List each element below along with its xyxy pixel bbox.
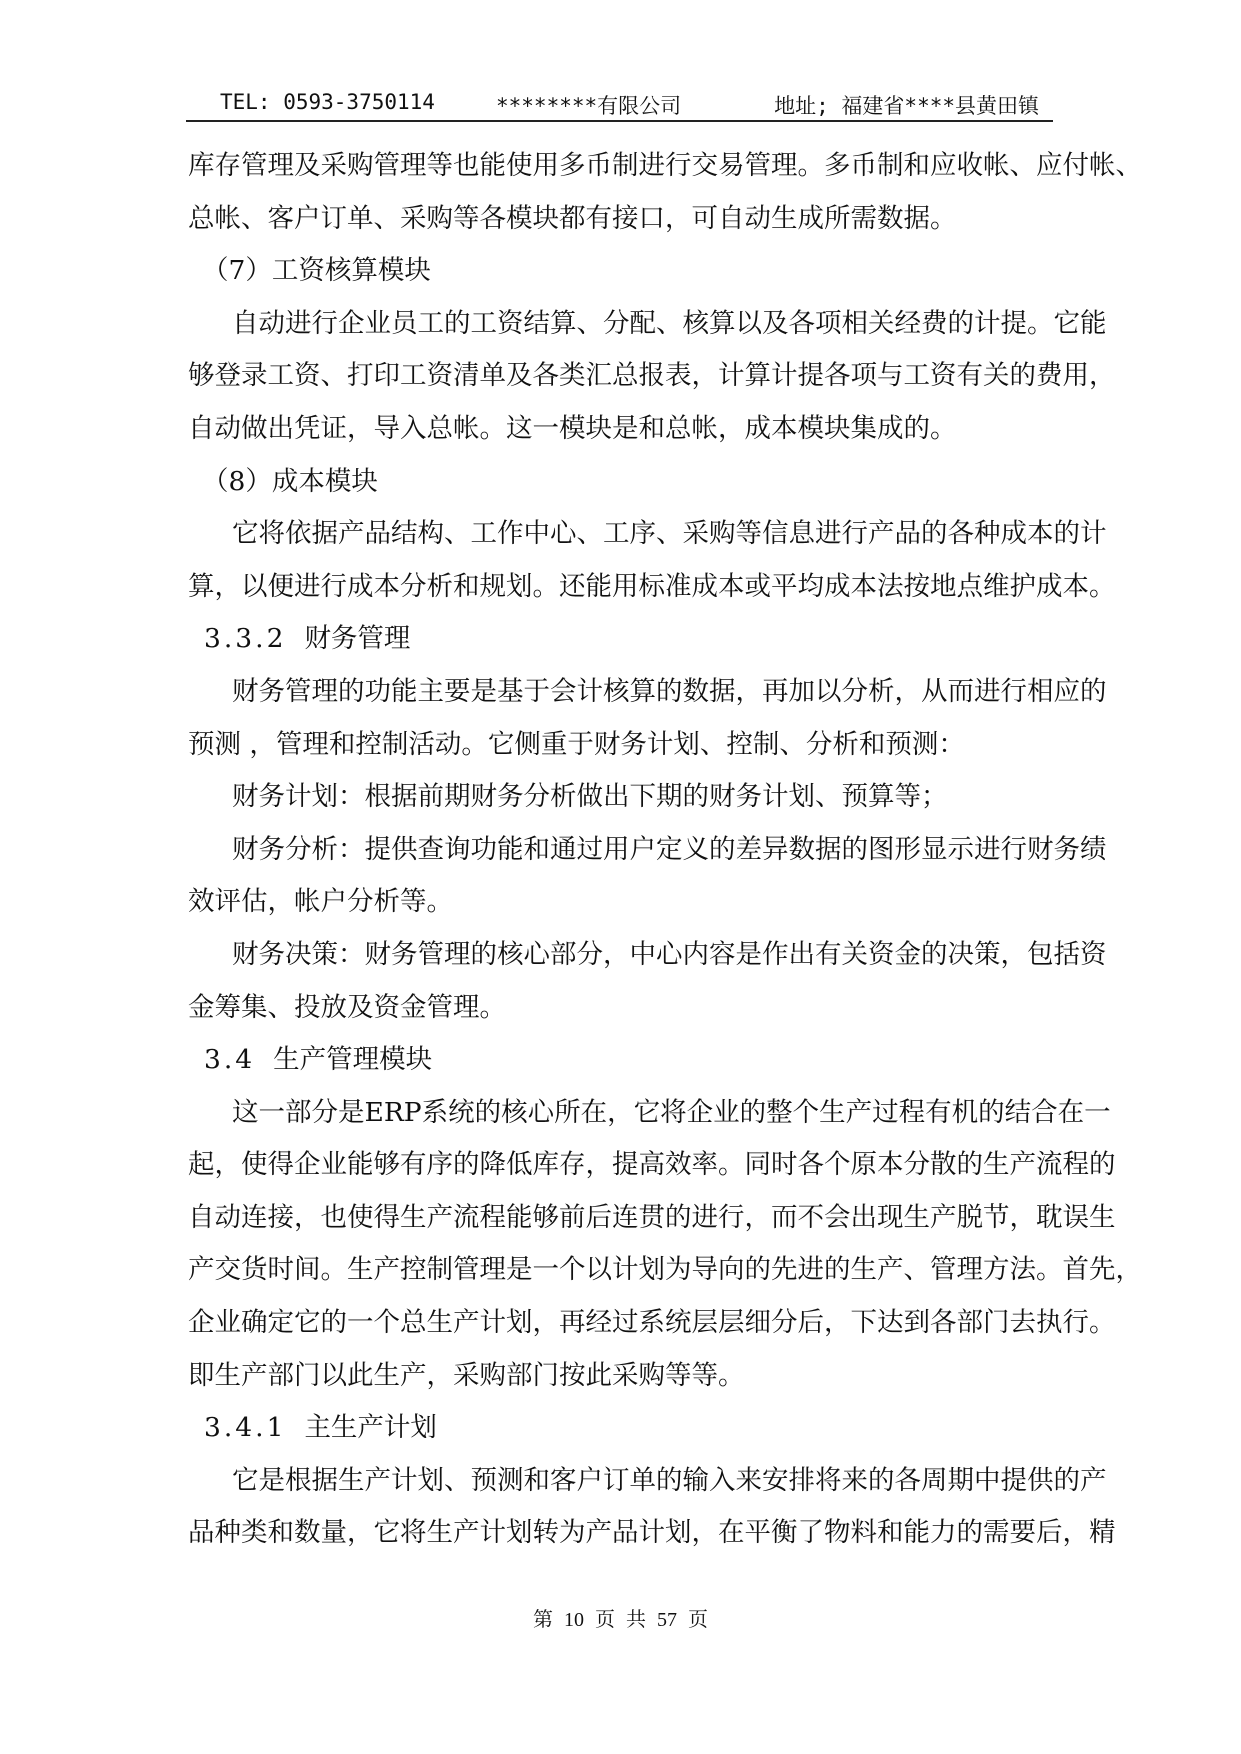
paragraph-line: 财务计划：根据前期财务分析做出下期的财务计划、预算等；	[232, 781, 948, 813]
section-heading	[188, 1402, 1060, 1455]
page-footer	[0, 1603, 1241, 1632]
paragraph-line: 财务分析：提供查询功能和通过用户定义的差异数据的图形显示进行财务绩	[232, 833, 1107, 865]
page-header	[186, 86, 1053, 122]
subsection-heading: （8）成本模块	[202, 465, 378, 497]
paragraph-line: 总帐、客户订单、采购等各模块都有接口，可自动生成所需数据。	[188, 202, 957, 234]
section-title: 生产管理模块	[273, 1044, 433, 1076]
body-text	[188, 140, 1142, 1560]
section-heading	[188, 1034, 1060, 1087]
footer-total-prefix: 共	[626, 1609, 646, 1631]
paragraph-line: 起，使得企业能够有序的降低库存，提高效率。同时各个原本分散的生产流程的	[188, 1149, 1116, 1181]
paragraph-line: 自动连接，也使得生产流程能够前后连贯的进行，而不会出现生产脱节，耽误生	[188, 1201, 1116, 1233]
paragraph-line: 它是根据生产计划、预测和客户订单的输入来安排将来的各周期中提供的产	[232, 1464, 1107, 1496]
section-number: 3.4.1	[204, 1412, 287, 1444]
paragraph-line: 效评估，帐户分析等。	[188, 886, 453, 918]
subsection-heading: （7）工资核算模块	[202, 255, 431, 287]
footer-page-unit: 页	[595, 1609, 615, 1631]
section-number: 3.3.2	[204, 623, 287, 655]
paragraph-line: 产交货时间。生产控制管理是一个以计划为导向的先进的生产、管理方法。首先，	[188, 1254, 1142, 1286]
paragraph-line: 算，以便进行成本分析和规划。还能用标准成本或平均成本法按地点维护成本。	[188, 570, 1116, 602]
paragraph-line: 这一部分是ERP系统的核心所在，它将企业的整个生产过程有机的结合在一	[232, 1096, 1111, 1128]
footer-page-number: 10	[564, 1609, 584, 1631]
header-phone: TEL: 0593-3750114	[220, 90, 435, 114]
paragraph-line: 品种类和数量，它将生产计划转为产品计划，在平衡了物料和能力的需要后，精	[188, 1517, 1116, 1549]
paragraph-line: 自动进行企业员工的工资结算、分配、核算以及各项相关经费的计提。它能	[232, 307, 1107, 339]
paragraph-line: 财务决策：财务管理的核心部分，中心内容是作出有关资金的决策，包括资	[232, 938, 1107, 970]
paragraph-line: 够登录工资、打印工资清单及各类汇总报表，计算计提各项与工资有关的费用，	[188, 360, 1116, 392]
footer-total-pages: 57	[657, 1609, 677, 1631]
paragraph-line: 企业确定它的一个总生产计划，再经过系统层层细分后，下达到各部门去执行。	[188, 1307, 1116, 1339]
header-company: ********有限公司	[496, 94, 682, 118]
footer-total-unit: 页	[688, 1609, 708, 1631]
section-title: 财务管理	[304, 623, 411, 655]
section-heading	[188, 613, 1060, 666]
paragraph-line: 财务管理的功能主要是基于会计核算的数据，再加以分析，从而进行相应的	[232, 675, 1107, 707]
paragraph-line: 预测 ，管理和控制活动。它侧重于财务计划、控制、分析和预测：	[188, 728, 965, 760]
paragraph-line: 库存管理及采购管理等也能使用多币制进行交易管理。多币制和应收帐、应付帐、	[188, 150, 1142, 181]
paragraph-line: 即生产部门以此生产，采购部门按此采购等等。	[188, 1359, 745, 1391]
paragraph-line: 它将依据产品结构、工作中心、工序、采购等信息进行产品的各种成本的计	[232, 518, 1107, 550]
paragraph-line: 金筹集、投放及资金管理。	[188, 991, 506, 1023]
footer-prefix: 第	[533, 1609, 553, 1631]
section-number: 3.4	[204, 1044, 256, 1076]
section-title: 主生产计划	[304, 1412, 437, 1444]
header-address: 地址; 福建省****县黄田镇	[774, 94, 1039, 118]
paragraph-line: 自动做出凭证，导入总帐。这一模块是和总帐，成本模块集成的。	[188, 412, 957, 444]
